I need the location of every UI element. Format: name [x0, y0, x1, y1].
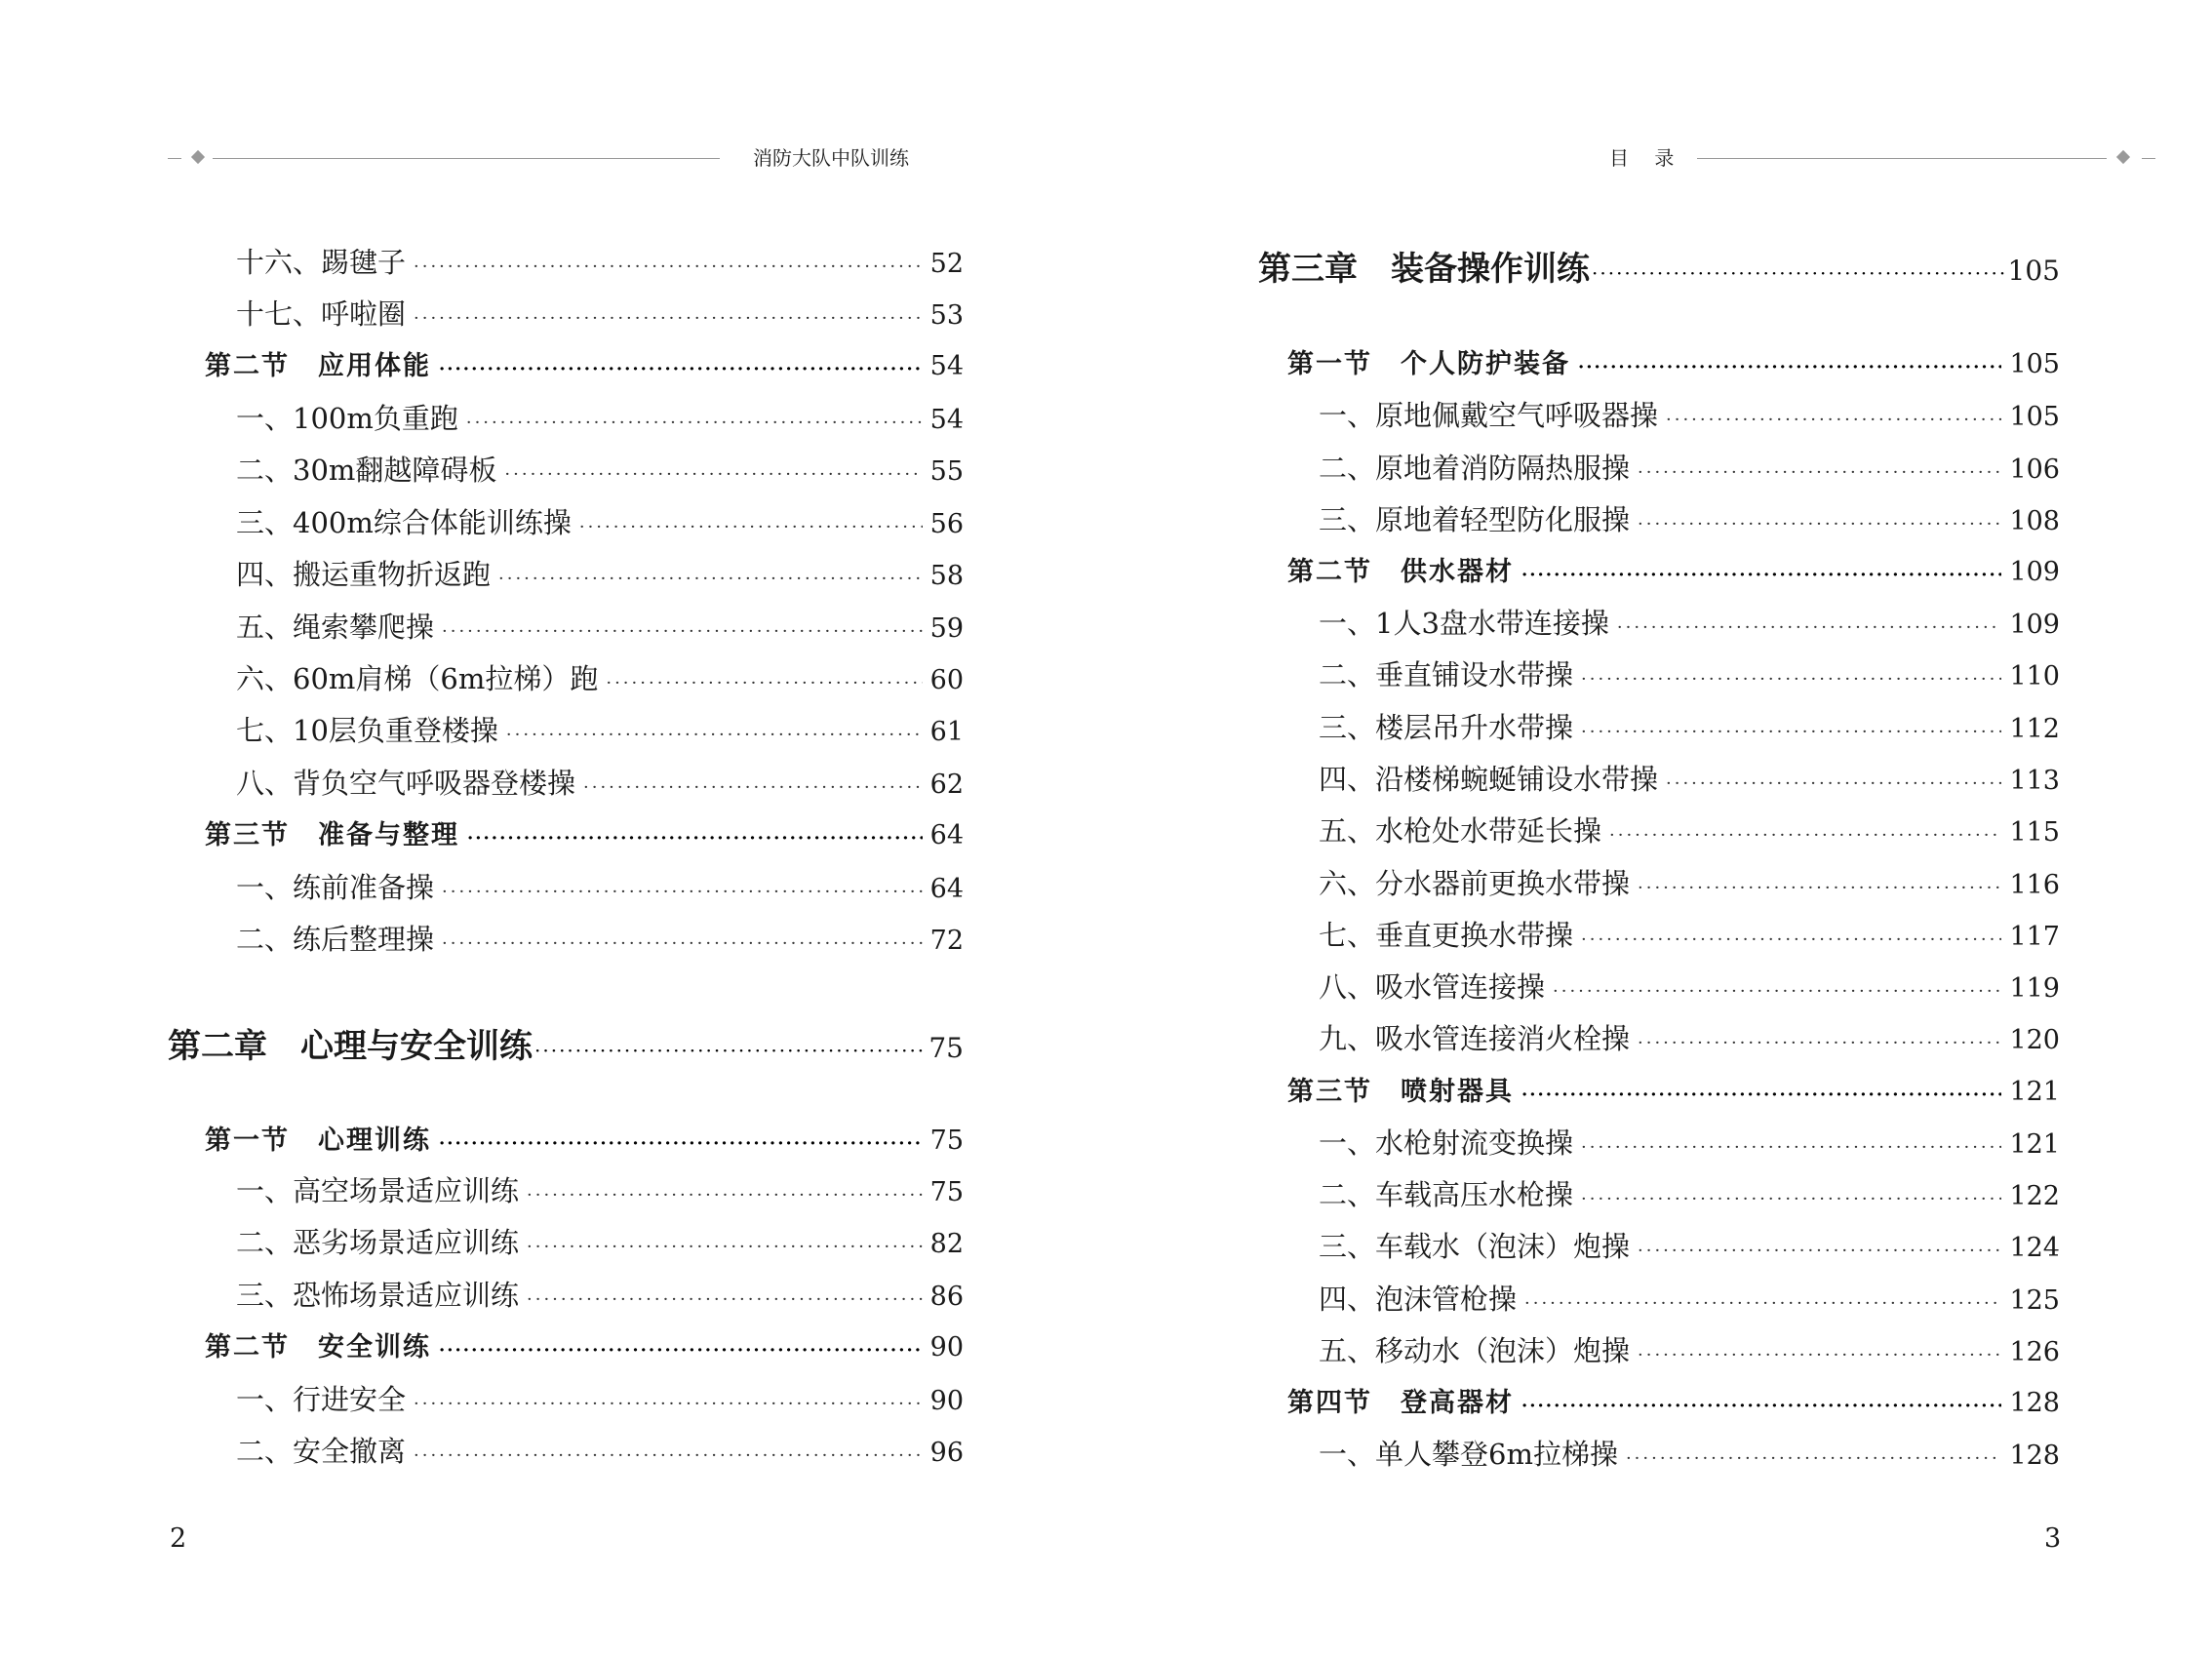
toc-item-title: 一、原地佩戴空气呼吸器操: [1319, 399, 1659, 432]
toc-item-title: 九、吸水管连接消火栓操: [1319, 1022, 1631, 1055]
dot-leader: [506, 725, 923, 745]
toc-page-number: 82: [929, 1229, 964, 1259]
dot-leader: [527, 1185, 923, 1205]
toc-item-row: [1319, 602, 2060, 642]
toc-item-row: [1319, 966, 2060, 1006]
toc-item-row: [236, 241, 964, 281]
toc-item-title: 二、练后整理操: [236, 923, 435, 956]
toc-item-title: 七、10层负重登楼操: [236, 714, 498, 747]
page-number: 3: [2044, 1523, 2062, 1554]
toc-item-row: [236, 553, 964, 593]
toc-item-row: [236, 918, 964, 958]
toc-section-title: 第三节 准备与整理: [205, 820, 459, 850]
toc-item-title: 七、垂直更换水带操: [1319, 919, 1574, 952]
dot-leader: [1638, 1033, 2001, 1053]
dot-leader: [606, 673, 922, 693]
toc-page-number: 75: [929, 1126, 964, 1156]
dot-leader: [1581, 929, 2001, 950]
toc-page-number: 72: [929, 926, 964, 956]
toc-page-number: 124: [2009, 1233, 2060, 1263]
toc-page-number: 61: [929, 717, 964, 747]
dot-leader: [534, 1039, 927, 1062]
toc-item-title: 六、60m肩梯（6m拉梯）跑: [236, 662, 599, 695]
dot-leader: [1638, 878, 2001, 898]
toc-chapter-row: [1258, 242, 2060, 290]
toc-section-row: [205, 1325, 964, 1363]
dot-leader: [1581, 669, 2001, 690]
toc-section-row: [1287, 1070, 2060, 1108]
toc-page-number: 105: [2009, 349, 2060, 379]
toc-section-title: 第二节 应用体能: [205, 351, 431, 381]
toc-page-number: 86: [929, 1282, 964, 1312]
toc-section-row: [205, 813, 964, 851]
toc-item-row: [236, 397, 964, 437]
toc-item-row: [236, 762, 964, 802]
toc-item-row: [236, 709, 964, 749]
toc-page-number: 122: [2009, 1181, 2060, 1211]
dot-leader: [466, 413, 923, 433]
dot-leader: [1521, 565, 2001, 585]
toc-page-number: 117: [2009, 922, 2060, 952]
toc-item-row: [236, 501, 964, 541]
toc-item-row: [236, 1274, 964, 1314]
dot-leader: [439, 359, 923, 379]
right-page: [1106, 0, 2212, 1659]
dot-leader: [504, 464, 922, 485]
toc-section-title: 第二节 安全训练: [205, 1332, 431, 1363]
toc-item-title: 十七、呼啦圈: [236, 297, 407, 331]
toc-item-title: 一、100m负重跑: [236, 402, 458, 435]
dot-leader: [442, 882, 923, 902]
toc-item-title: 二、安全撤离: [236, 1435, 407, 1468]
toc-page-number: 125: [2009, 1285, 2060, 1316]
toc-section-row: [1287, 342, 2060, 380]
toc-item-row: [236, 606, 964, 646]
toc-page-number: 55: [929, 456, 964, 487]
toc-page-number: 106: [2009, 454, 2060, 485]
toc-item-title: 十六、踢毽子: [236, 246, 407, 279]
dot-leader: [1521, 1085, 2001, 1105]
dot-leader: [414, 1445, 923, 1466]
toc-page-number: 109: [2009, 557, 2060, 587]
running-header-title: 目 录: [1609, 146, 1684, 170]
toc-item-row: [1319, 1122, 2060, 1162]
dot-leader: [498, 569, 923, 589]
toc-page-number: 105: [2009, 402, 2060, 432]
toc-item-row: [1319, 706, 2060, 746]
dot-leader: [439, 1340, 923, 1361]
toc-item-row: [236, 1169, 964, 1209]
toc-item-title: 五、绳索攀爬操: [236, 611, 435, 644]
toc-item-row: [1319, 1017, 2060, 1057]
toc-item-title: 二、30m翻越障碍板: [236, 454, 497, 487]
toc-page-number: 90: [929, 1386, 964, 1416]
dot-leader: [1578, 357, 2001, 377]
toc-item-title: 五、水枪处水带延长操: [1319, 814, 1602, 848]
toc-item-row: [1319, 447, 2060, 487]
dot-leader: [1581, 722, 2001, 742]
toc-page-number: 121: [2009, 1129, 2060, 1160]
toc-item-row: [1319, 498, 2060, 538]
toc-item-title: 三、400m综合体能训练操: [236, 506, 572, 539]
toc-section-title: 第一节 个人防护装备: [1287, 349, 1570, 379]
dot-leader: [414, 257, 923, 277]
toc-page-number: 75: [928, 1032, 964, 1064]
toc-item-title: 四、泡沫管枪操: [1319, 1283, 1518, 1316]
dot-leader: [527, 1289, 923, 1310]
toc-page-number: 128: [2009, 1388, 2060, 1418]
toc-page-number: 59: [929, 613, 964, 644]
toc-item-row: [236, 293, 964, 333]
toc-page-number: 58: [929, 561, 964, 591]
dot-leader: [1609, 825, 2001, 846]
toc-item-row: [236, 1221, 964, 1261]
dot-leader: [439, 1133, 923, 1154]
dot-leader: [579, 517, 923, 537]
running-header-title: 消防大队中队训练: [753, 146, 909, 170]
toc-page-number: 120: [2009, 1025, 2060, 1055]
toc-item-title: 四、搬运重物折返跑: [236, 558, 492, 591]
toc-page-number: 96: [929, 1438, 964, 1468]
dot-leader: [442, 933, 923, 954]
toc-chapter-title: 第三章 装备操作训练: [1258, 250, 1590, 289]
dot-leader: [1666, 773, 2001, 794]
toc-section-row: [205, 344, 964, 382]
toc-page-number: 54: [929, 351, 964, 381]
toc-page-number: 105: [2007, 255, 2060, 287]
dot-leader: [1581, 1189, 2001, 1209]
dot-leader: [1553, 981, 2001, 1002]
toc-page-number: 108: [2009, 506, 2060, 536]
toc-page-number: 128: [2009, 1441, 2060, 1471]
toc-page-number: 64: [929, 820, 964, 850]
toc-item-row: [1319, 810, 2060, 849]
dot-leader: [1592, 261, 2006, 285]
toc-item-title: 二、原地着消防隔热服操: [1319, 452, 1631, 485]
toc-item-row: [1319, 653, 2060, 693]
toc-page-number: 54: [929, 405, 964, 435]
toc-page-number: 116: [2009, 870, 2060, 900]
toc-item-title: 五、移动水（泡沫）炮操: [1319, 1334, 1631, 1367]
toc-item-title: 一、高空场景适应训练: [236, 1174, 520, 1207]
toc-section-title: 第一节 心理训练: [205, 1126, 431, 1156]
toc-page-number: 56: [929, 509, 964, 539]
toc-item-title: 一、1人3盘水带连接操: [1319, 607, 1609, 640]
toc-item-row: [1319, 914, 2060, 954]
toc-item-title: 八、背负空气呼吸器登楼操: [236, 767, 576, 800]
page-number: 2: [170, 1523, 187, 1554]
dot-leader: [1521, 1396, 2001, 1416]
toc-section-title: 第四节 登高器材: [1287, 1388, 1514, 1418]
dot-leader: [1524, 1293, 2001, 1314]
dot-leader: [1638, 1345, 2001, 1365]
toc-item-title: 一、练前准备操: [236, 871, 435, 904]
toc-page-number: 90: [929, 1332, 964, 1363]
toc-section-row: [1287, 1381, 2060, 1419]
toc-section-title: 第二节 供水器材: [1287, 557, 1514, 587]
toc-section-title: 第三节 喷射器具: [1287, 1077, 1514, 1107]
dot-leader: [583, 777, 923, 798]
toc-item-title: 二、垂直铺设水带操: [1319, 658, 1574, 691]
dot-leader: [1638, 462, 2001, 483]
dot-leader: [1626, 1448, 2002, 1469]
toc-page-number: 119: [2009, 973, 2060, 1004]
toc-item-title: 四、沿楼梯蜿蜒铺设水带操: [1319, 763, 1659, 796]
dot-leader: [467, 828, 923, 849]
toc-item-row: [1319, 1225, 2060, 1265]
toc-page-number: 112: [2009, 714, 2060, 744]
toc-item-row: [236, 657, 964, 697]
toc-item-title: 三、恐怖场景适应训练: [236, 1279, 520, 1312]
dot-leader: [1617, 617, 2002, 638]
toc-item-title: 六、分水器前更换水带操: [1319, 867, 1631, 900]
dot-leader: [1638, 514, 2001, 534]
toc-item-row: [1319, 1173, 2060, 1213]
toc-item-title: 二、恶劣场景适应训练: [236, 1226, 520, 1259]
toc-chapter-title: 第二章 心理与安全训练: [168, 1027, 533, 1066]
toc-page-number: 115: [2009, 817, 2060, 848]
toc-item-title: 三、原地着轻型防化服操: [1319, 503, 1631, 536]
toc-item-title: 一、水枪射流变换操: [1319, 1126, 1574, 1160]
toc-item-row: [236, 1378, 964, 1418]
toc-item-title: 八、吸水管连接操: [1319, 970, 1546, 1004]
toc-item-title: 一、单人攀登6m拉梯操: [1319, 1438, 1618, 1471]
toc-item-row: [236, 1430, 964, 1470]
dot-leader: [442, 621, 923, 642]
toc-item-row: [1319, 862, 2060, 902]
toc-page-number: 110: [2009, 661, 2060, 691]
toc-list-right: [1106, 0, 2212, 1659]
toc-item-row: [1319, 1433, 2060, 1473]
toc-item-row: [1319, 1329, 2060, 1369]
dot-leader: [414, 308, 923, 329]
toc-section-row: [205, 1119, 964, 1157]
toc-page-number: 53: [929, 300, 964, 331]
dot-leader: [414, 1394, 923, 1414]
toc-page-number: 64: [929, 874, 964, 904]
toc-item-row: [1319, 1278, 2060, 1318]
toc-page-number: 121: [2009, 1077, 2060, 1107]
toc-page-number: 109: [2009, 610, 2060, 640]
toc-page-number: 62: [929, 770, 964, 800]
dot-leader: [1581, 1137, 2001, 1158]
toc-item-row: [236, 449, 964, 489]
toc-page-number: 52: [929, 249, 964, 279]
toc-page-number: 75: [929, 1177, 964, 1207]
toc-item-row: [1319, 758, 2060, 798]
toc-chapter-row: [168, 1019, 964, 1067]
toc-item-row: [236, 866, 964, 906]
toc-page-number: 60: [929, 665, 964, 695]
toc-item-title: 二、车载高压水枪操: [1319, 1178, 1574, 1211]
toc-page-number: 113: [2009, 766, 2060, 796]
dot-leader: [1666, 410, 2001, 430]
toc-item-title: 三、楼层吊升水带操: [1319, 711, 1574, 744]
toc-item-row: [1319, 394, 2060, 434]
dot-leader: [1638, 1241, 2001, 1261]
dot-leader: [527, 1237, 923, 1257]
toc-page-number: 126: [2009, 1337, 2060, 1367]
toc-item-title: 三、车载水（泡沫）炮操: [1319, 1230, 1631, 1263]
toc-section-row: [1287, 550, 2060, 588]
toc-item-title: 一、行进安全: [236, 1383, 407, 1416]
